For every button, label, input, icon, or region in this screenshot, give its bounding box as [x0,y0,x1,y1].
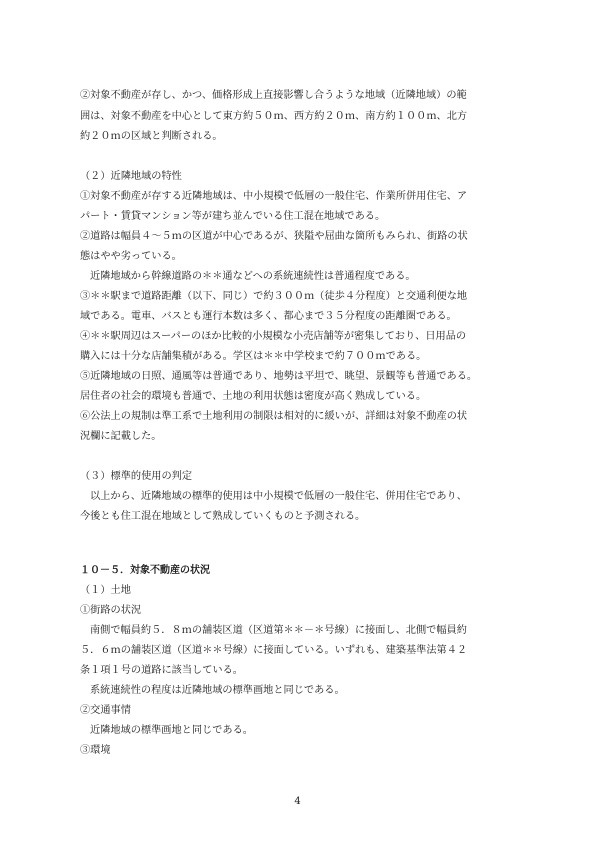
document-page: ②対象不動産が存し、かつ、価格形成上直接影響し合うような地域（近隣地域）の範 囲は、対象不動産を中心として東方約５０ｍ、西方約２０ｍ、南方約１００ｍ、北方 約２０ｍの区域と判断される。 （２）近隣地域の特性 ①対象不動産が存する近隣地域は、中小規模で低層の一般住宅、作業所併用住宅、ア パート・賃貸マンション等が建ち並んでいる住工混在地域である。 ②道路は幅員４～５ｍの区道が中心であるが、狭隘や屈曲な箇所もみられ、街路の状 態はやや劣っている。 近隣地域から幹線道路の＊＊通などへの系統連続性は普通程度である。 ③＊＊駅まで道路距離（以下、同じ）で約３００ｍ（徒歩４分程度）と交通利便な地 域である。電車、バスとも運行本数は多く、都心まで３５分程度の距離圏である。 ④＊＊駅周辺はスーパーのほか比較的小規模な小売店舗等が密集しており、日用品の 購入には十分な店舗集積がある。学区は＊＊中学校まで約７００ｍである。 ⑤近隣地域の日照、通風等は普通であり、地勢は平坦で、眺望、景観等も普通である。 居住者の社会的環境も普通で、土地の利用状態は密度が高く熟成している。 ⑥公法上の規制は準工系で土地利用の制限は相対的に緩いが、詳細は対象不動産の状 況欄に記載した。 （３）標準的使用の判定 以上から、近隣地域の標準的使用は中小規模で低層の一般住宅、併用住宅であり、 今後とも住工混在地域として熟成していくものと予測される。 １０－５．対象不動産の状況 （１）土地 ①街路の状況 南側で幅員約５．８ｍの舗装区道（区道第＊＊－＊号線）に接面し、北側で幅員約 ５．６ｍの舗装区道（区道＊＊号線）に接面している。いずれも、建築基準法第４２ 条１項１号の道路に該当している。 系統連続性の程度は近隣地域の標準画地と同じである。 ②交通事情 近隣地域の標準画地と同じである。 ③環境 4 [0,0,595,842]
page-number: 4 [294,796,301,807]
